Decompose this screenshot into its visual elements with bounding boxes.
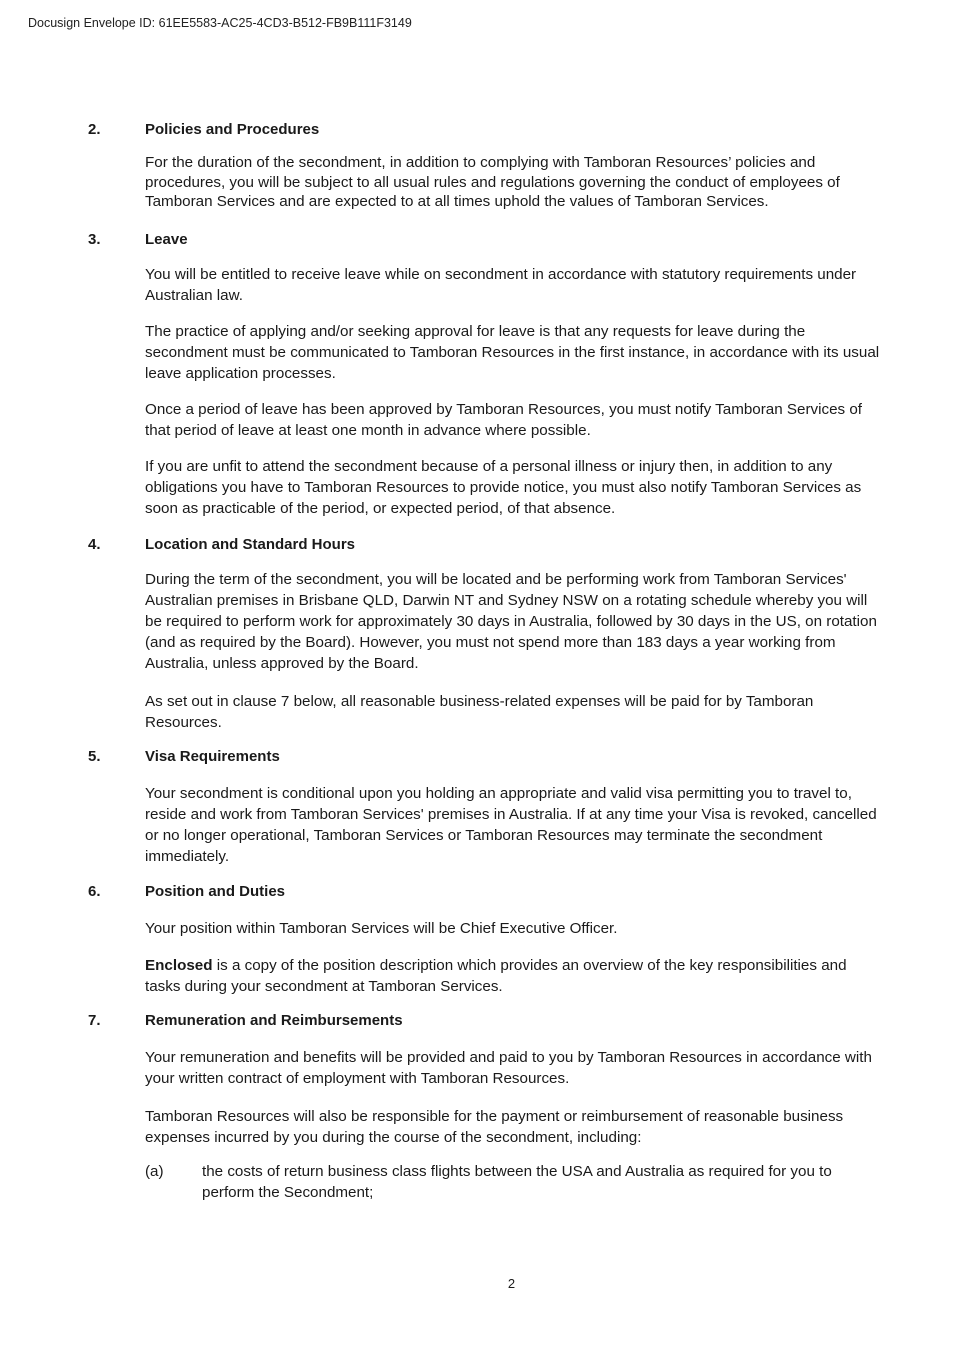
paragraph: If you are unfit to attend the secondment because of a personal illness or injury then, in addition to any obligations you have to Tamboran Resources to provide notice, you must also notify Tamboran Services as soon as practicable of the period, or expected period, of that absence. (145, 458, 862, 517)
section-number: 5. (88, 748, 101, 765)
section-title: Leave (145, 231, 188, 248)
section-title: Location and Standard Hours (145, 536, 356, 553)
enclosed-text: is a copy of the position description which provides an overview of the key responsibilities and tasks during your secondment at Tamboran Services. (145, 957, 847, 995)
paragraph: As set out in clause 7 below, all reasonable business-related expenses will be paid for by Tamboran Resources. (145, 693, 814, 731)
paragraph: For the duration of the secondment, in addition to complying with Tamboran Resources’ policies and procedures, you will be subject to all usual rules and regulations governing the conduct of employees of Tamboran Services and are expected to at all times uphold the values of Tamboran Services. (145, 154, 840, 210)
section-number: 3. (88, 231, 101, 248)
paragraph: Your position within Tamboran Services will be Chief Executive Officer. (145, 920, 618, 937)
section-number: 4. (88, 536, 101, 553)
paragraph: Your remuneration and benefits will be provided and paid to you by Tamboran Resources in accordance with your written contract of employment with Tamboran Resources. (145, 1049, 872, 1087)
section-title: Policies and Procedures (145, 121, 320, 138)
section-number: 6. (88, 883, 101, 900)
paragraph: Once a period of leave has been approved by Tamboran Resources, you must notify Tamboran Services of that period of leave at least one month in advance where possible. (145, 401, 863, 439)
paragraph: Your secondment is conditional upon you holding an appropriate and valid visa permitting you to travel to, reside and work from Tamboran Services' premises in Australia. If at any time your Visa is revoked, cancelled or no longer operational, Tamboran Services or Tamboran Resources may terminate the secondment immediately. (145, 785, 877, 865)
page-number: 2 (507, 1276, 516, 1291)
envelope-id: Docusign Envelope ID: 61EE5583-AC25-4CD3-B512-FB9B111F3149 (28, 16, 412, 30)
enclosed-bold: Enclosed (145, 957, 213, 974)
section-title: Position and Duties (145, 883, 286, 900)
section-number: 7. (88, 1012, 101, 1029)
paragraph: Tamboran Resources will also be responsible for the payment or reimbursement of reasonable business expenses incurred by you during the course of the secondment, including: (145, 1108, 844, 1146)
list-item-text: the costs of return business class flights between the USA and Australia as required for you to perform the Secondment; (202, 1163, 832, 1201)
section-title: Visa Requirements (145, 748, 280, 765)
enclosed-paragraph (145, 955, 881, 997)
paragraph: The practice of applying and/or seeking approval for leave is that any requests for leave during the secondment must be communicated to Tamboran Resources in the first instance, in accordance with its usual leave application processes. (145, 323, 880, 382)
list-item-label: (a) (145, 1163, 164, 1180)
paragraph: You will be entitled to receive leave while on secondment in accordance with statutory requirements under Australian law. (145, 266, 857, 304)
section-number: 2. (88, 121, 101, 138)
section-title: Remuneration and Reimbursements (145, 1012, 403, 1029)
paragraph: During the term of the secondment, you will be located and be performing work from Tamboran Services' Australian premises in Brisbane QLD, Darwin NT and Sydney NSW on a rotating schedule whereby you will be required to perform work for approximately 30 days in Australia, followed by 30 days in the US, on rotation (and as required by the Board). However, you must not spend more than 183 days a year working from Australia, unless approved by the Board. (145, 571, 877, 672)
